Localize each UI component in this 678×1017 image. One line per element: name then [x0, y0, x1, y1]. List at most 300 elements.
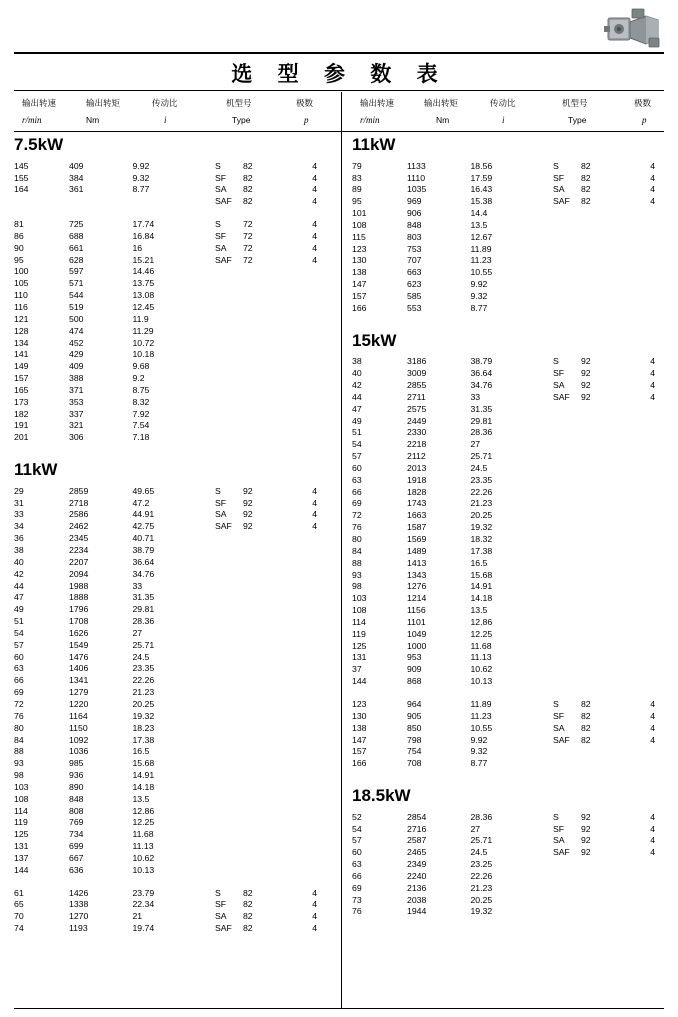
table-row [352, 813, 678, 825]
cell-output-torque: 707 [407, 255, 422, 266]
cell-output-torque: 1164 [69, 710, 88, 721]
cell-poles [312, 582, 344, 594]
header-right-type-en: Type [568, 115, 587, 125]
table-row [14, 605, 344, 617]
cell-poles: 4 [650, 196, 656, 207]
table-row [352, 511, 678, 523]
cell-output-torque: 384 [69, 172, 84, 183]
cell-ratio: 27 [132, 627, 143, 638]
cell-output-speed: 88 [14, 746, 24, 757]
cell-poles: 4 [312, 923, 318, 934]
cell-poles [650, 304, 678, 316]
cell-output-torque: 553 [407, 302, 422, 313]
cell-poles [312, 546, 344, 558]
cell-output-torque: 2112 [407, 451, 426, 462]
cell-ratio: 20.25 [132, 698, 155, 709]
cell-poles [312, 712, 344, 724]
cell-output-speed: 166 [352, 758, 367, 769]
cell-output-torque: 2207 [69, 556, 89, 567]
cell-type [553, 653, 650, 665]
cell-output-torque: 2575 [407, 403, 427, 414]
cell-output-torque: 1828 [407, 486, 427, 497]
cell-output-torque: 429 [69, 349, 84, 360]
cell-output-torque: 1000 [407, 640, 427, 651]
cell-ratio: 33 [132, 580, 143, 591]
cell-ratio: 9.2 [132, 373, 145, 384]
cell-type [553, 896, 650, 908]
cell-output-speed: 88 [352, 557, 362, 568]
cell-ratio: 11.89 [470, 243, 492, 254]
cell-ratio: 17.38 [470, 545, 493, 556]
page-title-text: 选 型 参 数 表 [231, 62, 447, 86]
cell-ratio: 18.23 [132, 722, 155, 733]
table-row [352, 268, 678, 280]
cell-poles [312, 653, 344, 665]
cell-ratio: 16 [132, 242, 143, 253]
cell-type: SAF 92 [552, 391, 591, 402]
table-row [352, 724, 678, 736]
cell-output-speed: 137 [14, 852, 29, 863]
table-row [352, 428, 678, 440]
cell-poles [312, 747, 344, 759]
cell-output-speed: 63 [14, 663, 24, 674]
cell-output-torque: 1743 [407, 498, 427, 509]
cell-ratio: 28.36 [470, 811, 493, 822]
cell-ratio: 10.62 [470, 664, 493, 675]
cell-output-torque: 2240 [407, 870, 427, 881]
cell-output-torque: 1156 [407, 605, 426, 616]
cell-output-speed: 93 [14, 758, 24, 769]
cell-type: S 92 [552, 811, 591, 822]
cell-output-speed: 105 [14, 278, 29, 289]
cell-output-speed: 61 [14, 887, 24, 898]
cell-output-speed: 63 [352, 474, 362, 485]
left-column [14, 136, 344, 936]
cell-output-torque: 661 [69, 242, 84, 253]
header-left-ratio-en: i [164, 115, 167, 125]
cell-type [553, 233, 650, 245]
cell-output-speed: 155 [14, 172, 29, 183]
cell-poles [312, 291, 344, 303]
cell-output-torque: 636 [69, 864, 84, 875]
cell-type: SF 82 [214, 172, 253, 183]
cell-type [215, 771, 312, 783]
table-row [14, 783, 344, 795]
cell-output-torque: 1338 [69, 899, 89, 910]
cell-ratio: 24.5 [132, 651, 150, 662]
group-spacer [352, 689, 678, 700]
cell-ratio: 16.84 [132, 230, 155, 241]
cell-type [215, 653, 312, 665]
cell-output-torque: 969 [407, 196, 422, 207]
page-title [0, 58, 678, 88]
cell-poles: 4 [312, 521, 318, 532]
table-row [14, 386, 344, 398]
cell-type [553, 759, 650, 771]
table-row [14, 617, 344, 629]
cell-type [215, 688, 312, 700]
cell-output-speed: 119 [14, 817, 28, 828]
cell-poles: 4 [650, 847, 656, 858]
cell-poles: 4 [312, 911, 318, 922]
cell-output-torque: 2330 [407, 427, 427, 438]
cell-poles [650, 594, 678, 606]
cell-output-speed: 60 [14, 651, 24, 662]
cell-output-speed: 60 [352, 847, 362, 858]
cell-poles [312, 558, 344, 570]
cell-poles [650, 653, 678, 665]
cell-output-torque: 2094 [69, 568, 89, 579]
header-right-ratio-en: i [502, 115, 505, 125]
table-row [14, 641, 344, 653]
cell-type [553, 256, 650, 268]
cell-type [215, 279, 312, 291]
cell-ratio: 9.32 [470, 290, 488, 301]
cell-type [215, 410, 312, 422]
header-left-ratio-cn: 传动比 [152, 99, 178, 109]
cell-ratio: 10.55 [470, 267, 493, 278]
cell-output-speed: 66 [352, 870, 362, 881]
cell-output-speed: 110 [14, 290, 28, 301]
cell-type [215, 374, 312, 386]
cell-ratio: 22.26 [132, 675, 155, 686]
table-row [14, 818, 344, 830]
cell-output-torque: 2854 [407, 811, 427, 822]
cell-output-torque: 1036 [69, 746, 89, 757]
cell-ratio: 13.08 [132, 290, 155, 301]
table-row [14, 244, 344, 256]
table-row [352, 653, 678, 665]
table-row [352, 381, 678, 393]
cell-ratio: 14.91 [470, 581, 493, 592]
table-row [14, 889, 344, 901]
cell-output-speed: 51 [14, 616, 24, 627]
cell-ratio: 40.71 [132, 533, 155, 544]
cell-ratio: 10.62 [132, 852, 155, 863]
cell-type: SF 92 [552, 823, 591, 834]
cell-poles [312, 617, 344, 629]
cell-output-speed: 147 [352, 279, 367, 290]
cell-poles: 4 [312, 497, 318, 508]
cell-output-torque: 708 [407, 758, 422, 769]
cell-output-speed: 130 [352, 255, 367, 266]
spec-table [14, 162, 344, 209]
cell-poles [650, 665, 678, 677]
cell-output-torque: 1092 [69, 734, 89, 745]
cell-type [553, 665, 650, 677]
header-right-pole-en: p [642, 115, 647, 125]
cell-output-torque: 1426 [69, 887, 89, 898]
cell-output-torque: 1220 [69, 698, 89, 709]
cell-output-speed: 73 [352, 894, 362, 905]
cell-poles [650, 452, 678, 464]
cell-poles [650, 268, 678, 280]
cell-ratio: 11.68 [470, 640, 492, 651]
cell-output-speed: 52 [352, 811, 362, 822]
cell-poles: 4 [650, 184, 656, 195]
cell-type: SA 82 [552, 722, 591, 733]
cell-type: SAF 82 [214, 923, 253, 934]
cell-output-speed: 38 [14, 545, 24, 555]
table-row [352, 174, 678, 186]
table-row [352, 357, 678, 369]
cell-ratio: 13.5 [470, 219, 488, 230]
header-left-type-cn: 机型号 [226, 99, 252, 109]
cell-poles: 4 [650, 835, 656, 846]
power-rating-heading: 15kW [352, 330, 397, 350]
cell-type [553, 618, 650, 630]
cell-output-torque: 754 [407, 746, 422, 757]
cell-poles: 4 [312, 887, 318, 898]
cell-output-torque: 2855 [407, 380, 427, 391]
cell-poles [312, 842, 344, 854]
cell-type [553, 405, 650, 417]
cell-type [553, 582, 650, 594]
cell-output-torque: 699 [69, 841, 84, 852]
cell-output-torque: 868 [407, 676, 422, 687]
table-row [14, 724, 344, 736]
cell-output-speed: 149 [14, 361, 29, 372]
table-row [14, 676, 344, 688]
table-row [352, 233, 678, 245]
header-left-torque-en: Nm [86, 115, 100, 125]
cell-poles [312, 807, 344, 819]
cell-output-torque: 2716 [407, 823, 427, 834]
cell-ratio: 17.59 [470, 172, 493, 183]
bottom-rule [14, 1008, 664, 1009]
cell-ratio: 36.64 [470, 368, 493, 379]
cell-output-speed: 108 [352, 605, 367, 616]
cell-ratio: 10.18 [132, 349, 155, 360]
cell-poles [650, 582, 678, 594]
table-row [352, 559, 678, 571]
cell-output-speed: 36 [14, 533, 24, 544]
table-row [14, 220, 344, 232]
cell-ratio: 19.32 [470, 522, 493, 533]
table-row [352, 825, 678, 837]
cell-output-torque: 628 [69, 254, 84, 265]
cell-output-speed: 72 [14, 698, 24, 709]
table-row [14, 629, 344, 641]
cell-poles [312, 676, 344, 688]
cell-type [553, 499, 650, 511]
table-row [352, 860, 678, 872]
cell-output-speed: 95 [352, 196, 362, 207]
cell-output-torque: 2218 [407, 439, 427, 450]
cell-output-speed: 173 [14, 396, 29, 407]
cell-output-speed: 66 [352, 486, 362, 497]
cell-ratio: 42.75 [132, 521, 155, 532]
cell-output-torque: 1279 [69, 687, 89, 698]
cell-output-torque: 3009 [407, 368, 427, 379]
cell-output-torque: 1988 [69, 580, 89, 591]
cell-poles: 4 [650, 710, 656, 721]
table-row [14, 185, 344, 197]
cell-type [215, 291, 312, 303]
table-row [352, 700, 678, 712]
cell-poles [650, 642, 678, 654]
cell-poles [650, 417, 678, 429]
cell-ratio: 44.91 [132, 509, 155, 520]
cell-ratio: 9.92 [132, 160, 150, 171]
cell-poles [650, 233, 678, 245]
cell-output-speed: 116 [14, 301, 28, 312]
cell-ratio: 21.23 [132, 687, 155, 698]
cell-poles [312, 700, 344, 712]
cell-output-torque: 306 [69, 432, 84, 443]
cell-poles [312, 303, 344, 315]
cell-type: S 92 [552, 356, 591, 367]
cell-poles [650, 292, 678, 304]
cell-output-speed: 63 [352, 859, 362, 870]
cell-poles [650, 405, 678, 417]
cell-poles [650, 547, 678, 559]
cell-output-speed: 131 [352, 652, 367, 663]
cell-poles [650, 677, 678, 689]
cell-output-torque: 1663 [407, 510, 427, 521]
cell-output-speed: 166 [352, 302, 367, 313]
cell-output-torque: 1944 [407, 906, 427, 917]
cell-type [553, 559, 650, 571]
cell-poles [650, 907, 678, 919]
cell-type [553, 488, 650, 500]
cell-output-speed: 47 [352, 403, 362, 414]
table-row [14, 374, 344, 386]
cell-poles: 4 [312, 242, 318, 253]
cell-output-speed: 38 [352, 356, 362, 367]
cell-type [215, 641, 312, 653]
table-row [14, 924, 344, 936]
cell-output-torque: 571 [69, 278, 84, 289]
cell-ratio: 7.18 [132, 432, 150, 443]
cell-output-torque: 905 [407, 710, 422, 721]
cell-ratio: 8.32 [132, 396, 150, 407]
cell-type: S 82 [552, 698, 591, 709]
header-left-pole-cn: 极数 [296, 99, 314, 109]
cell-ratio: 10.72 [132, 337, 155, 348]
power-rating-heading: 18.5kW [352, 786, 411, 806]
cell-output-torque: 1587 [407, 522, 427, 533]
cell-output-torque: 909 [407, 664, 422, 675]
cell-poles [312, 374, 344, 386]
cell-output-speed: 157 [352, 290, 367, 301]
cell-output-torque: 1888 [69, 592, 89, 603]
cell-output-torque: 1193 [69, 923, 88, 934]
table-row [352, 712, 678, 724]
cell-poles: 4 [312, 172, 318, 183]
cell-output-speed: 60 [352, 462, 362, 473]
cell-output-speed: 76 [352, 522, 362, 533]
header-right-torque-en: Nm [436, 115, 450, 125]
cell-poles [650, 499, 678, 511]
cell-output-torque: 667 [69, 852, 84, 863]
table-row [352, 547, 678, 559]
cell-output-speed: 201 [14, 432, 29, 443]
cell-output-speed: 84 [14, 734, 24, 745]
cell-poles [312, 854, 344, 866]
cell-poles: 4 [650, 356, 656, 367]
cell-output-torque: 1150 [69, 722, 88, 733]
cell-output-speed: 114 [352, 616, 366, 627]
cell-output-speed: 51 [352, 427, 362, 438]
power-rating-heading: 7.5kW [14, 135, 64, 154]
cell-poles [650, 428, 678, 440]
cell-output-speed: 69 [352, 498, 362, 509]
cell-output-torque: 1276 [407, 581, 427, 592]
cell-type [215, 676, 312, 688]
cell-type [215, 724, 312, 736]
cell-type [215, 795, 312, 807]
cell-type [553, 523, 650, 535]
cell-output-speed: 29 [14, 485, 24, 496]
cell-output-torque: 1413 [407, 557, 427, 568]
cell-type [215, 267, 312, 279]
header-left-type-en: Type [232, 115, 251, 125]
cell-type: SF 82 [214, 899, 253, 910]
cell-output-speed: 42 [14, 568, 24, 579]
table-row [352, 884, 678, 896]
cell-type [215, 421, 312, 433]
table-row [352, 594, 678, 606]
cell-type [553, 304, 650, 316]
cell-type: SAF 72 [214, 254, 253, 265]
table-row [14, 534, 344, 546]
cell-poles [650, 618, 678, 630]
cell-poles [312, 783, 344, 795]
cell-ratio: 25.71 [470, 835, 493, 846]
cell-output-torque: 1406 [69, 663, 89, 674]
cell-output-torque: 1796 [69, 604, 89, 615]
cell-output-torque: 2718 [69, 497, 89, 508]
cell-poles [312, 593, 344, 605]
cell-type: S 82 [214, 160, 253, 171]
cell-type [215, 303, 312, 315]
cell-output-speed: 165 [14, 384, 29, 395]
cell-type: SAF 92 [214, 521, 253, 532]
cell-poles [312, 534, 344, 546]
cell-poles [650, 209, 678, 221]
table-row [14, 232, 344, 244]
cell-ratio: 49.65 [132, 485, 155, 496]
cell-output-speed: 119 [352, 628, 366, 639]
cell-type [215, 818, 312, 830]
cell-ratio: 9.32 [132, 172, 150, 183]
cell-output-torque: 474 [69, 325, 84, 336]
cell-output-speed: 123 [352, 243, 367, 254]
cell-poles [312, 386, 344, 398]
cell-poles [312, 605, 344, 617]
cell-poles: 4 [312, 485, 318, 496]
cell-poles [312, 315, 344, 327]
cell-type [215, 736, 312, 748]
cell-output-speed: 89 [352, 184, 362, 195]
cell-ratio: 36.64 [132, 556, 155, 567]
cell-type [215, 398, 312, 410]
cell-output-torque [69, 197, 132, 209]
cell-type: S 82 [552, 160, 591, 171]
table-row [14, 582, 344, 594]
cell-poles [312, 795, 344, 807]
cell-type [215, 712, 312, 724]
cell-output-speed: 138 [352, 267, 367, 278]
cell-output-torque: 1549 [69, 639, 89, 650]
cell-ratio: 38.79 [470, 356, 493, 367]
cell-output-speed: 103 [14, 781, 29, 792]
table-row [352, 440, 678, 452]
cell-poles [312, 724, 344, 736]
cell-output-torque: 353 [69, 396, 84, 407]
cell-output-torque: 321 [69, 420, 84, 431]
